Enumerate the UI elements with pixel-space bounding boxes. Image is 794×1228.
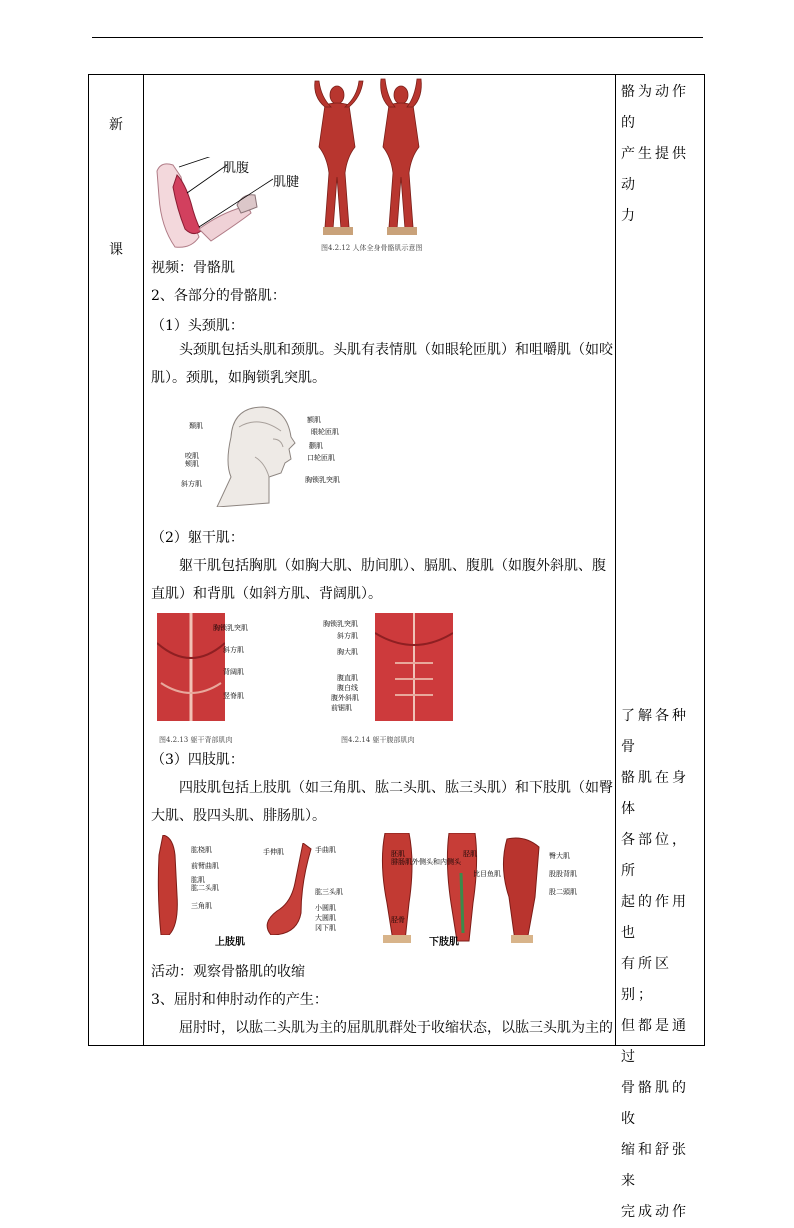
head-label-zygomaticus: 颧肌: [309, 442, 323, 450]
lower-label-5: 比目鱼肌: [473, 870, 501, 878]
head-label-frontalis: 额肌: [307, 416, 321, 424]
right-line-1: 骼为动作的: [621, 84, 689, 131]
full-body-muscle-figure: [301, 77, 431, 239]
text-limb-2: 大肌、股四头肌、腓肠肌）。: [151, 808, 326, 824]
lower-label-2: 腓肠肌外侧头和内侧头: [391, 858, 461, 866]
back-label-a: 胸锁乳突肌: [213, 624, 248, 632]
right-line-3: 力: [621, 208, 638, 224]
right-note-1: [621, 77, 705, 232]
head-label-buccinator: 颊肌: [185, 460, 199, 468]
upper-label-10: 大圆肌: [315, 914, 336, 922]
right-line-9: 但都是通过: [621, 1018, 689, 1065]
upper-label-3: 肱肌: [191, 876, 205, 884]
back-label-d: 竖脊肌: [223, 692, 244, 700]
front-label-b: 斜方肌: [337, 632, 358, 640]
head-label-temporalis: 颞肌: [189, 422, 203, 430]
text-activity: 活动：观察骨骼肌的收缩: [151, 964, 305, 980]
right-line-10: 骨骼肌的收: [621, 1080, 689, 1127]
back-label-b: 斜方肌: [223, 646, 244, 654]
text-head-neck-2: 肌）。颈肌，如胸锁乳突肌。: [151, 370, 326, 386]
back-caption: 图4.2.13 躯干背部肌肉: [159, 736, 233, 744]
upper-limb-caption: 上肢肌: [215, 937, 245, 948]
arm-label-tendon: 肌腱: [273, 175, 300, 190]
upper-label-4: 肱二头肌: [191, 884, 219, 892]
front-label-f: 腹外斜肌: [331, 694, 359, 702]
text-head-neck-heading: （1）头颈肌：: [151, 318, 244, 334]
right-line-4: 了解各种骨: [621, 708, 689, 755]
lower-label-7: 股股背肌: [549, 870, 577, 878]
head-label-sternocleidomastoid: 胸锁乳突肌: [305, 476, 340, 484]
right-line-5: 骼肌在身体: [621, 770, 689, 817]
right-note-2: [621, 701, 705, 1228]
arm-label-belly: 肌腹: [223, 161, 250, 176]
upper-label-5: 三角肌: [191, 902, 212, 910]
upper-label-11: 冈下肌: [315, 924, 336, 932]
header-rule: [92, 37, 703, 38]
text-section-3: 3、屈肘和伸肘动作的产生：: [151, 992, 328, 1008]
text-trunk-2: 直肌）和背肌（如斜方肌、背阔肌）。: [151, 586, 382, 602]
trunk-front-figure: [375, 613, 453, 721]
section-label-char-1: 新: [109, 117, 123, 133]
head-label-masseter: 咬肌: [185, 452, 199, 460]
lower-label-8: 股二頭肌: [549, 888, 577, 896]
upper-label-6: 手伸肌: [263, 848, 284, 856]
upper-label-2: 前臂曲肌: [191, 862, 219, 870]
head-label-orbicularis-oris: 口轮匝肌: [307, 454, 335, 462]
right-line-6: 各部位，所: [621, 832, 689, 879]
hip-thigh-figure: [497, 837, 549, 943]
text-limb-heading: （3）四肢肌：: [151, 752, 244, 768]
back-label-c: 背阔肌: [223, 668, 244, 676]
text-head-neck-1: 头颈肌包括头肌和颈肌。头肌有表情肌（如眼轮匝肌）和咀嚼肌（如咬: [179, 342, 613, 358]
section-label-char-2: 课: [109, 242, 123, 258]
lesson-table: [88, 74, 705, 1220]
text-limb-1: 四肢肌包括上肢肌（如三角肌、肱二头肌、肱三头肌）和下肢肌（如臀: [179, 780, 613, 796]
right-line-11: 缩和舒张来: [621, 1142, 689, 1189]
upper-label-1: 肱桡肌: [191, 846, 212, 854]
right-line-12: 完成动作: [621, 1204, 689, 1220]
lower-label-4: 胫肌: [463, 850, 477, 858]
right-line-2: 产生提供动: [621, 146, 689, 193]
right-line-8: 有所区别；: [621, 956, 672, 1003]
lower-label-6: 臀大肌: [549, 852, 570, 860]
text-video: 视频：骨骼肌: [151, 260, 235, 276]
text-trunk-1: 躯干肌包括胸肌（如胸大肌、肋间肌）、膈肌、腹肌（如腹外斜肌、腹: [179, 558, 606, 574]
front-caption: 图4.2.14 躯干腹部肌肉: [341, 736, 415, 744]
text-flexion: 屈肘时，以肱二头肌为主的屈肌肌群处于收缩状态，以肱三头肌为主的: [179, 1020, 613, 1036]
body-figure-caption: 图4.2.12 人体全身骨骼肌示意图: [321, 244, 423, 252]
right-line-7: 起的作用也: [621, 894, 689, 941]
front-label-e: 腹白线: [337, 684, 358, 692]
text-trunk-heading: （2）躯干肌：: [151, 530, 244, 546]
upper-label-8: 肱三头肌: [315, 888, 343, 896]
column-divider-1: [143, 75, 144, 1045]
lower-label-1: 胚肌: [391, 850, 405, 858]
main-content: [151, 75, 611, 1045]
front-label-a: 胸锁乳突肌: [323, 620, 358, 628]
upper-label-7: 手曲肌: [315, 846, 336, 854]
front-label-c: 胸大肌: [337, 648, 358, 656]
head-label-trapezius: 斜方肌: [181, 480, 202, 488]
column-divider-2: [615, 75, 616, 1045]
lower-limb-caption: 下肢肌: [429, 937, 459, 948]
front-label-d: 腹直肌: [337, 674, 358, 682]
head-label-orbicularis-oculi: 眼轮匝肌: [311, 428, 339, 436]
head-neck-figure: [211, 403, 301, 507]
upper-label-9: 小圆肌: [315, 904, 336, 912]
front-label-g: 前锯肌: [331, 704, 352, 712]
lower-label-3: 胫骨: [391, 916, 405, 924]
upper-limb-front-figure: [157, 835, 181, 935]
text-section-2: 2、各部分的骨骼肌：: [151, 288, 286, 304]
